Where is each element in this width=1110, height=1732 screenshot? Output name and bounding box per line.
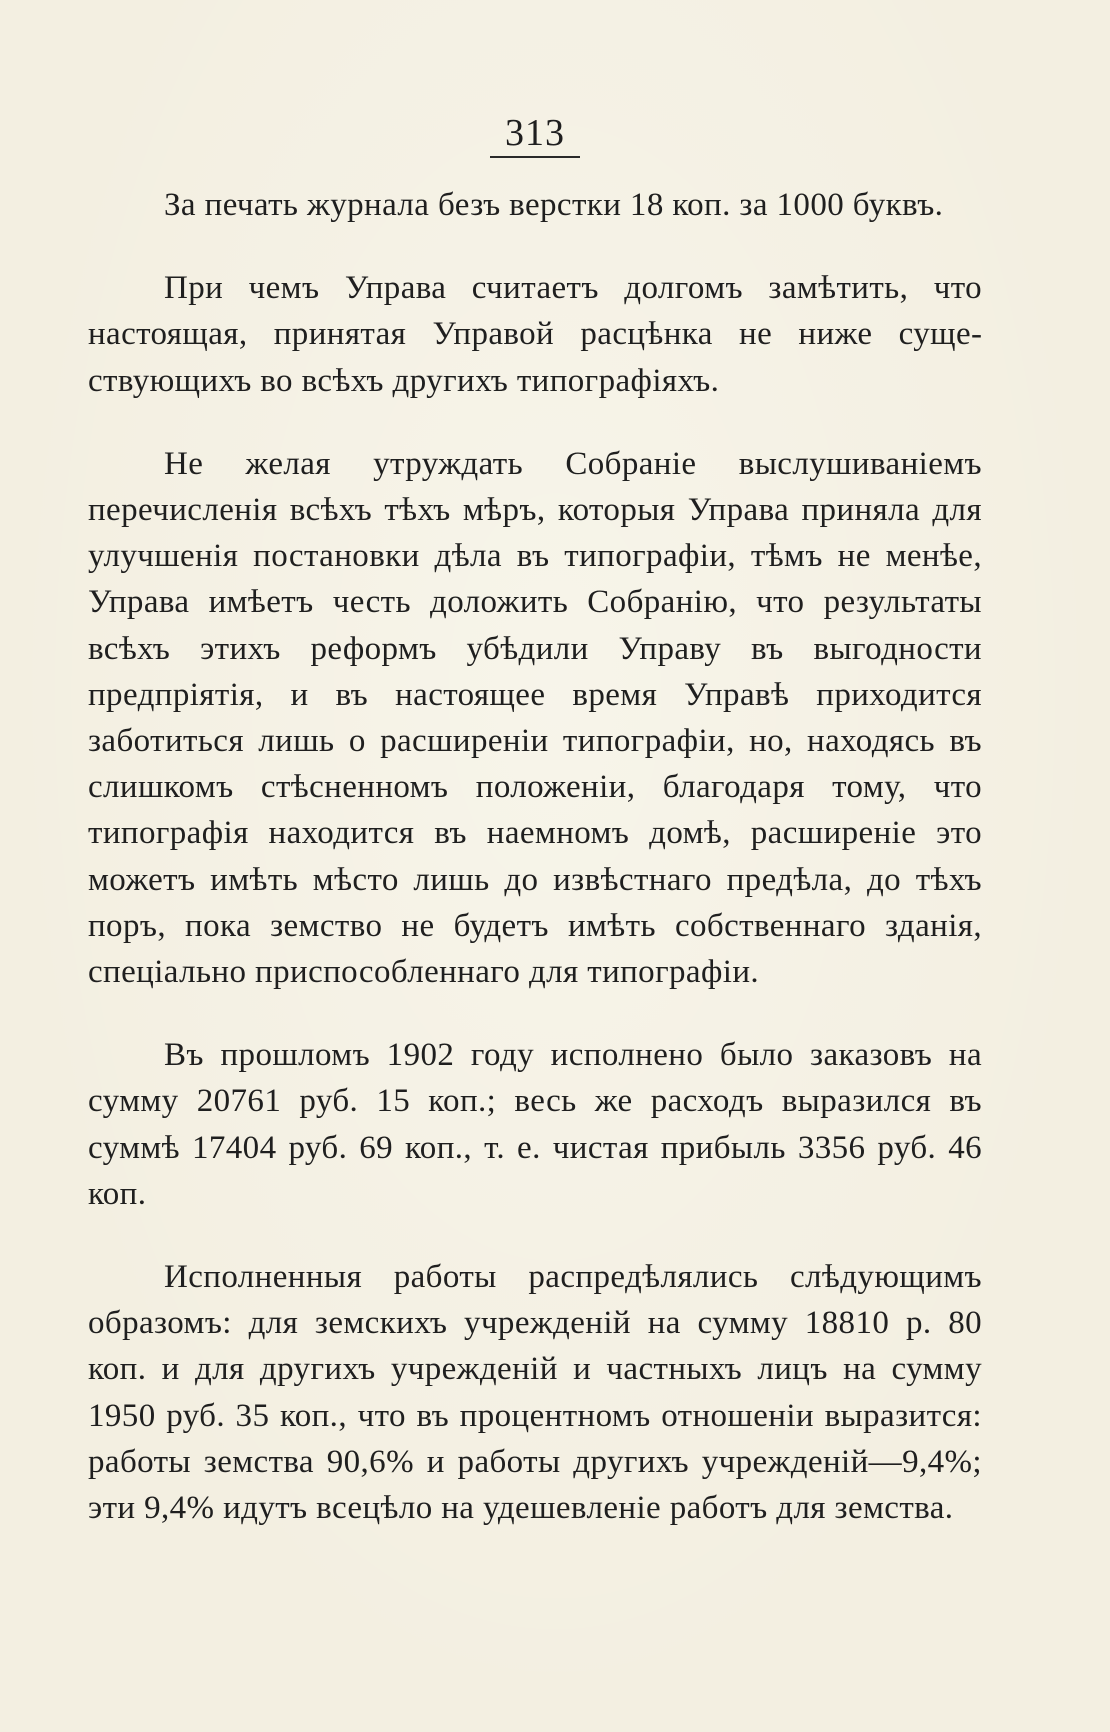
paragraph-work-distribution: Исполненныя работы распредѣлялись слѣдующимъ образомъ: для земскихъ учрежденій на сумму 18810 р. 80 коп. и для другихъ учрежденій и частныхъ лицъ на сумму 1950 руб. 35 коп., что въ процентномъ отношеніи выразится: работы земства 90,6% и работы другихъ учрежденій—9,4%; эти 9,4% идутъ всецѣло на удешевленіе работъ для земства. bbox=[88, 1259, 982, 1527]
paragraph-1902-results: Въ прошломъ 1902 году исполнено было заказовъ на сумму 20761 руб. 15 коп.; весь же расходъ выразился въ суммѣ 17404 руб. 69 коп., т. е. чистая прибыль 3356 руб. 46 коп. bbox=[88, 1037, 982, 1212]
paragraph-typography-rates: За печать журнала безъ верстки 18 коп. за 1000 буквъ. bbox=[164, 187, 944, 223]
page-number: 313 bbox=[490, 110, 580, 158]
body-text bbox=[88, 182, 982, 1531]
paragraph-pricing-note: При чемъ Управа считаетъ долгомъ замѣтить, что настоящая, принятая Управой расцѣнка не ниже существующихъ во всѣхъ другихъ типографіяхъ. bbox=[88, 270, 982, 399]
paragraph-reforms: Не желая утруждать Собраніе выслушиваніемъ перечисленія всѣхъ тѣхъ мѣръ, которыя Управа приняла для улучшенія постановки дѣла въ типографіи, тѣмъ не менѣе, Управа имѣетъ честь доложить Собранію, что результаты всѣхъ этихъ реформъ убѣдили Управу въ выгодности предпріятія, и въ настоящее время Управѣ приходится заботиться лишь о расширеніи типографіи, но, находясь въ слишкомъ стѣсненномъ положеніи, благодаря тому, что типографія находится въ наемномъ домѣ, расширеніе это можетъ имѣть мѣсто лишь до извѣстнаго предѣла, до тѣхъ поръ, пока земство не будетъ имѣть собственнаго зданія, спеціально приспособленнаго для типографіи. bbox=[88, 445, 982, 991]
